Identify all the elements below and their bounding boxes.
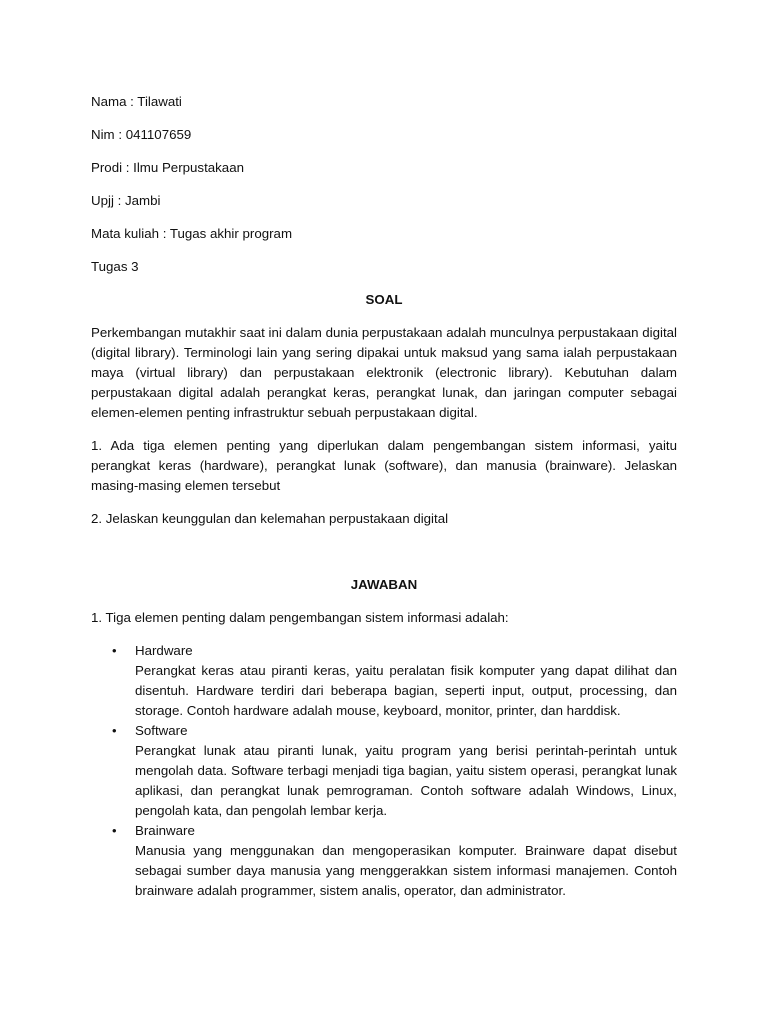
study-program: Prodi : Ilmu Perpustakaan	[91, 160, 244, 175]
upbjj-location: Upjj : Jambi	[91, 193, 161, 208]
question-1: 1. Ada tiga elemen penting yang diperlukan dalam pengembangan sistem informasi, yaitu perangkat keras (hardware), perangkat lunak (software), dan manusia (brainware). Jelaskan masing-masing elemen tersebut	[91, 438, 677, 493]
soal-heading: SOAL	[365, 292, 403, 307]
document-body	[91, 92, 677, 901]
bullet-icon: •	[112, 723, 117, 738]
bullet-icon: •	[112, 823, 117, 838]
bullet-icon: •	[112, 643, 117, 658]
student-name: Nama : Tilawati	[91, 94, 182, 109]
answer-1-intro: 1. Tiga elemen penting dalam pengembangan sistem informasi adalah:	[91, 610, 509, 625]
list-item-title: Hardware	[135, 643, 193, 658]
question-2: 2. Jelaskan keunggulan dan kelemahan perpustakaan digital	[91, 511, 449, 526]
list-item-brainware	[91, 821, 677, 901]
list-item-title: Brainware	[135, 823, 195, 838]
soal-intro-paragraph: Perkembangan mutakhir saat ini dalam dunia perpustakaan adalah munculnya perpustakaan digital (digital library). Terminologi lain yang sering dipakai untuk maksud yang sama ialah perpustakaan maya (virtual library) dan perpustakaan elektronik (electronic library). Kebutuhan dalam perpustakaan digital adalah perangkat keras, perangkat lunak, dan jaringan computer sebagai elemen-elemen penting infrastruktur sebuah perpustakaan digital.	[91, 325, 677, 420]
assignment-number: Tugas 3	[91, 259, 139, 274]
list-item-title: Software	[135, 723, 188, 738]
student-id: Nim : 041107659	[91, 127, 192, 142]
answer-1-list	[91, 641, 677, 901]
list-item-description: Perangkat lunak atau piranti lunak, yaitu program yang berisi perintah-perintah untuk mengolah data. Software terbagi menjadi tiga bagian, yaitu sistem operasi, perangkat lunak aplikasi, dan perangkat lunak pemrograman. Contoh software adalah Windows, Linux, pengolah kata, dan pengolah lembar kerja.	[135, 743, 677, 818]
list-item-description: Manusia yang menggunakan dan mengoperasikan komputer. Brainware dapat disebut sebagai sumber daya manusia yang menggerakkan sistem informasi manajemen. Contoh brainware adalah programmer, sistem analis, operator, dan administrator.	[135, 843, 677, 898]
course-name: Mata kuliah : Tugas akhir program	[91, 226, 293, 241]
jawaban-heading: JAWABAN	[350, 577, 418, 592]
list-item-description: Perangkat keras atau piranti keras, yaitu peralatan fisik komputer yang dapat dilihat dan disentuh. Hardware terdiri dari beberapa bagian, seperti input, output, processing, dan storage. Contoh hardware adalah mouse, keyboard, monitor, printer, dan harddisk.	[135, 663, 677, 718]
list-item-hardware	[91, 641, 677, 721]
section-spacer	[91, 542, 677, 575]
list-item-software	[91, 721, 677, 821]
